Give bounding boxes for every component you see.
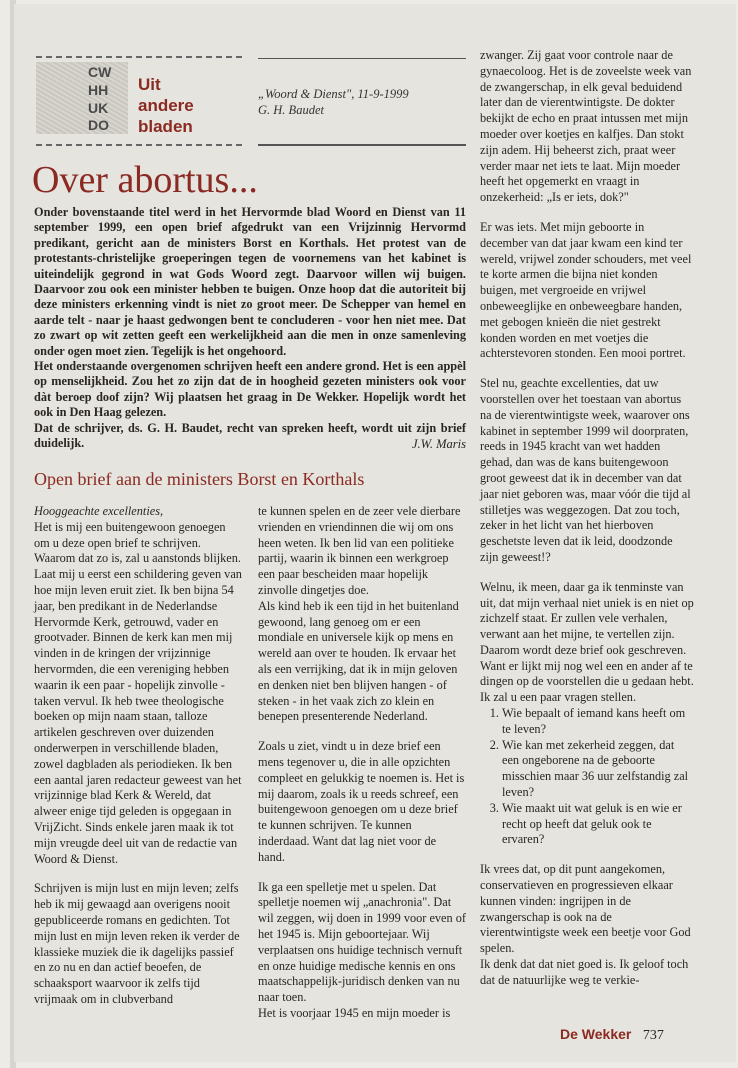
logo-letters-cw: CW	[88, 64, 112, 80]
intro-paragraph: Dat de schrijver, ds. G. H. Baudet, recht van spreken heeft, wordt uit zijn brief duidelijk.	[34, 420, 466, 451]
body-paragraph: Schrijven is mijn lust en mijn leven; zelfs heb ik mij gewaagd aan overigens nooit gepubliceerde romans en gedichten. Tot mijn lust en mijn leven reken ik verder de klassieke muziek die ik dagelijks passief en zo nu en dan actief beoefen, de schaaksport waarvoor ik zelfs tijd vrijmaak om in clubverband	[34, 881, 240, 1006]
body-paragraph: Ik vrees dat, op dit punt aangekomen, conservatieven en progressieven elkaar kunnen vinden: ingrijpen in de zwangerschap is ook na de vierentwintigste week een beetje voor God spelen.	[480, 862, 691, 956]
source-reference: „Woord & Dienst", 11-9-1999 G. H. Baudet	[258, 87, 409, 117]
article-title: Over abortus...	[32, 159, 258, 201]
body-paragraph: Welnu, ik meen, daar ga ik tenminste van uit, dat mijn verhaal niet uniek is en niet op zichzelf staat. Er zullen vele verhalen, verwant aan het mijne, te vertellen zijn. Daarom wordt deze brief ook geschreven. Want er lijkt mij nog wel een en ander af te dingen op de voorstellen die u gedaan hebt. Ik zal u een paar vragen stellen.	[480, 579, 694, 705]
column-3	[480, 48, 694, 1003]
header-top-rule-right	[258, 58, 466, 59]
question-item: 1. Wie bepaalt of iemand kans heeft om te leven?	[502, 706, 694, 738]
body-paragraph: zwanger. Zij gaat voor controle naar de gynaecoloog. Het is de zoveelste week van de zwangerschap, in elk geval beduidend later dan de vierentwintigste. De dokter bekijkt de echo en praat intussen met mijn moeder over koetjes en kalfjes. Dan stokt zijn adem. Hij beheerst zich, praat weer verder maar net iets te laat. Mijn moeder heeft het opgemerkt en vraagt in onzekerheid: „Is er iets, dok?"	[480, 48, 692, 205]
logo-letters-hh: HH	[88, 82, 109, 98]
letter-subtitle: Open brief aan de ministers Borst en Korthals	[34, 469, 365, 489]
salutation: Hooggeachte excellenties,	[34, 504, 164, 518]
intro-text	[34, 205, 466, 452]
page-footer	[560, 1026, 664, 1044]
body-paragraph: Stel nu, geachte excellenties, dat uw voorstellen over het toestaan van abortus na de vierentwintigste week, waarover ons kabinet in september 1999 wil doorpraten, reeds in 1945 kracht van wet hadden gehad, dan was de kans buitengewoon groot geweest dat ik in december van dat jaar niet geboren was, maar vóór die tijd al stilletjes was weggezogen. Dat zou toch, zeker in het licht van het hierboven geschetste leven dat ik leid, doodzonde zijn geweest!?	[480, 376, 691, 564]
column-2	[258, 504, 466, 1036]
body-paragraph: Zoals u ziet, vindt u in deze brief een mens tegenover u, die in alle opzichten compleet en gelukkig te noemen is. Het is mij daarom, zoals ik u reeds schreef, een buitengewoon genoegen om u deze brief te kunnen schrijven. Te kunnen inderdaad. Want dat lag niet voor de hand.	[258, 739, 465, 864]
body-paragraph: Het is voorjaar 1945 en mijn moeder is	[258, 1005, 451, 1020]
header-bottom-rule	[36, 144, 242, 146]
question-item: 2. Wie kan met zekerheid zeggen, dat een ongeborene na de geboorte misschien maar 36 uur zelfstandig zal leven?	[502, 738, 694, 801]
section-label: Uit andere bladen	[138, 75, 194, 136]
column-logo	[36, 62, 128, 134]
intro-signature: J.W. Maris	[411, 437, 466, 451]
logo-letters-uk: UK	[88, 100, 109, 116]
question-list	[480, 706, 694, 848]
question-item: 3. Wie maakt uit wat geluk is en wie er recht op heeft dat geluk ook te ervaren?	[502, 801, 694, 848]
header-top-rule	[36, 56, 242, 58]
body-paragraph: Ik ga een spelletje met u spelen. Dat spelletje noemen wij „anachronia". Dat wil zeggen, wij doen in 1999 voor even of het 1945 is. Mijn geboortejaar. Wij verplaatsen ons huidige technisch vernuft en onze huidige medische kennis en ons maatschappelijk-juridisch denken van nu naar toen.	[258, 879, 466, 1005]
body-paragraph: Het is mij een buitengewoon genoegen om u deze open brief te schrijven. Waarom dat zo is, zal u aanstonds blijken. Laat mij u eerst een schildering geven van hoe mijn leven eruit ziet. Ik ben bijna 54 jaar, ben predikant in de Nederlandse Hervormde Kerk, getrouwd, vader en grootvader. Binnen de kerk kan men mij vinden in de kringen der vrijzinnige hervormden, die een vereniging hebben waarin ik een paar - hopelijk zinvolle - taken vervul. Ik heb twee theologische boeken op mijn naam staan, talloze artikelen geschreven over duizenden onderwerpen in verschillende bladen, zowel dagbladen als periodieken. Ik ben een aantal jaren redacteur geweest van het vrijzinnige blad Kerk & Wereld, dat alweer enige tijd geleden is opgegaan in VrijZicht. Sinds enkele jaren maak ik tot mijn vreugde deel uit van de redactie van Woord & Dienst.	[34, 519, 242, 866]
body-paragraph: Ik denk dat dat niet goed is. Ik geloof toch dat de natuurlijke weg te verkie-	[480, 957, 689, 987]
intro-paragraph: Het onderstaande overgenomen schrijven heeft een andere grond. Het is een appèl op menselijkheid. Zou het zo zijn dat de in hoogheid gezeten ministers ook voor dàt beroep doof zijn? Wij plaatsen het graag in De Wekker. Hopelijk wordt het ook in Den Haag gelezen.	[34, 359, 466, 420]
intro-paragraph: Onder bovenstaande titel werd in het Hervormde blad Woord en Dienst van 11 september 1999, een open brief afgedrukt van een Vrijzinnig Hervormd predikant, gericht aan de ministers Borst en Korthals. Het protest van de protestants-christelijke groeperingen tegen de voornemens van het kabinet is uiteindelijk gegrond in wat Gods Woord zegt. Daarvoor willen wij buigen. Daarvoor zou ook een minister hebben te buigen. Onze hoop dat die autoriteit bij deze ministers erkenning vindt is niet zo groot meer. De Schepper van hemel en aarde telt - naar je haast gedwongen bent te concluderen - voor hen niet mee. Dat zo zwart op wit zetten geeft een werkelijkheid aan die men in onze samenleving onder ogen moet zien. Tegelijk is het ongehoord.	[34, 205, 466, 358]
column-1	[34, 504, 242, 1022]
logo-letters-do: DO	[88, 117, 109, 133]
body-paragraph: Er was iets. Met mijn geboorte in december van dat jaar kwam een kind ter wereld, vrijwel zonder schouders, met veel te korte armen die bijna niet konden buigen, met vergroeide en vrijwel onbeweeglijke en onbeweegbare handen, met gebogen knieën die niet gestrekt konden worden en met voetjes die achterstevoren stonden. Een mooi portret.	[480, 219, 692, 361]
magazine-name: De Wekker	[560, 1026, 632, 1042]
header-bottom-rule-right	[258, 144, 466, 146]
page-number: 737	[642, 1028, 664, 1043]
body-paragraph: Als kind heb ik een tijd in het buitenland gewoond, lang genoeg om er een mondiale en universele kijk op mens en wereld aan over te houden. Ik ervaar het als een verrijking, dat ik in mijn geloven en denken niet ben blijven hangen - of steken - in het vaak zich zo klein en benepen presenterende Nederland.	[258, 598, 459, 724]
body-paragraph: te kunnen spelen en de zeer vele dierbare vrienden en vriendinnen die wij om ons heen weten. Ik ben lid van een politieke partij, waarin ik binnen een werkgroep een paar bescheiden maar hopelijk zinvolle dingetjes doe.	[258, 504, 461, 597]
